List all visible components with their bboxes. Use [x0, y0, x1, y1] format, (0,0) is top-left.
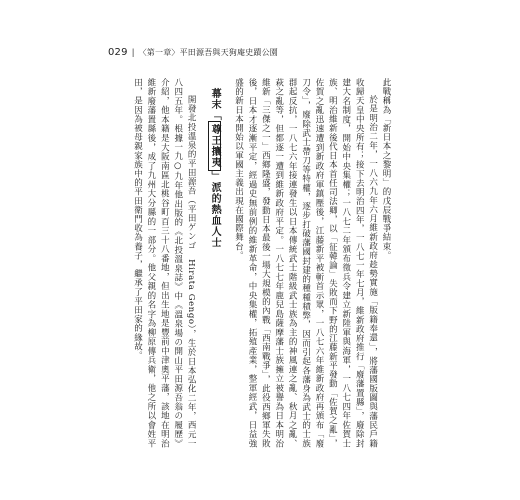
- running-header: [108, 47, 278, 58]
- page-number: 029: [108, 47, 128, 58]
- header-separator: |: [131, 48, 135, 57]
- chapter-title: 〈第一章〉平田源吾與天狗庵史蹟公園: [138, 48, 278, 57]
- section-heading-prefix: 幕末「: [209, 88, 221, 121]
- section-heading-boxed-term: 尊王攘夷: [208, 121, 221, 171]
- paragraph-hirata-gengo: 開發北投溫泉的平田源吾（平田ゲンゴ Hirata Gengo），生於日本弘化二年，西元一八四五年。根據一九○九年他出版的《北投溫泉誌》中《溫泉場の開山平田源吾翁の履歷》介紹，他本籍是大阪南區北桃谷町百三十八番地，但出生地是豐前中津奧平藩，該地在明治維新廢藩置縣後，成了九州大分縣的一部分。他父親的名字為柳原傳兵衛，他之所以會姓平田，是因為被母親家族中的平田衛門收為養子，繼承了平田家的緣故。: [132, 78, 197, 448]
- paragraph-war-end: 此戰稱為「新日本之黎明」的戊辰戰爭結束。: [381, 78, 391, 260]
- paragraph-meiji-reforms: 於是明治二年，一八六九年六月維新政府趁勢實施「版籍奉還」，將藩國版圖與藩民戶籍收歸天皇中央所有；接下去明治四年，一八七一年七月，維新政府推行「廢藩置縣」，廢除封建大名制度，開始中央集權；一八七二年頒布徵兵令建立新陸軍與海軍，一八七四年佐賀士族、明治維新後代日本首任司法卿，以「征韓論」失敗而下野的江藤新平發動「佐賀之亂」，佐賀之亂迅速遭到新政府軍鎮壓後，江藤新平被斬首示眾，一八七六年維新政府再頒布「廢刀令」，廢除武士帶刀等特權，逐步打破藩國封建的種種積弊，因而引起各藩身為武士的士族群起反抗，一八七六年接連發生以日本傳統武士階級武士族為主的神風連之亂、秋月之亂、萩之亂等，但都逐一遭到維新政府平定。一八七七年鹿兒島薩摩藩士族擁立被譽為日本明治維新「三傑之一」西鄉隆盛，發動日本最後一場大規模的內戰「西南戰爭」，此役西鄉軍失敗後，日本才逐漸平定，經過史無前例的維新革命，中央集權，拓殖產業，整軍經武，日益強盛的新日本開始以軍國主義出現在國際舞台。: [233, 78, 378, 448]
- section-heading-suffix: 」派的熱血人士: [209, 171, 221, 248]
- vertical-body-text: [130, 78, 392, 448]
- section-heading: [206, 78, 222, 448]
